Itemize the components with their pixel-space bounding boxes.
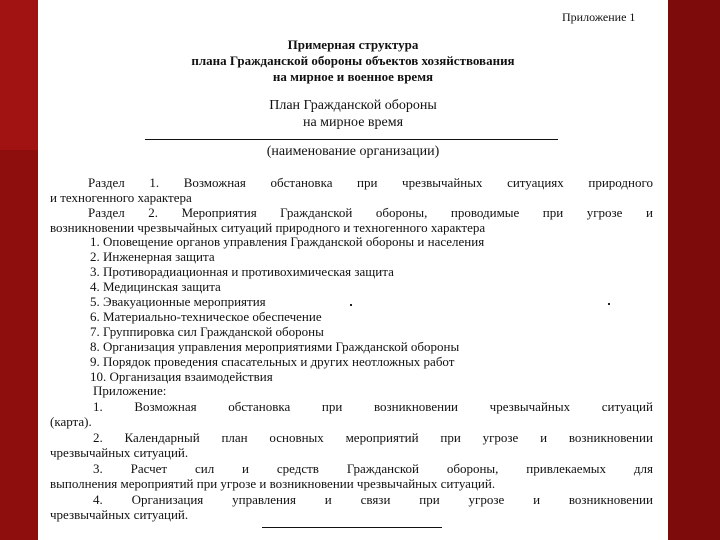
word: 1. (149, 175, 160, 190)
word: план (221, 430, 248, 445)
frame-right-border (668, 0, 720, 540)
org-name-caption: (наименование организации) (266, 144, 440, 159)
word: 3. (93, 461, 103, 476)
word: 4. (93, 492, 103, 507)
word: чрезвычайных (489, 399, 571, 414)
word: 1. (93, 399, 103, 414)
appendix-item-2-continuation: чрезвычайных ситуаций. (50, 445, 189, 460)
plan-title-line-1: План Гражданской обороны (269, 98, 437, 113)
doc-title-line-2: плана Гражданской обороны объектов хозяйствования (191, 53, 515, 68)
word: возникновении (568, 430, 653, 445)
measure-item: 1. Оповещение органов управления Гражданской обороны и населения (90, 234, 485, 249)
doc-title-line-1: Примерная структура (287, 37, 419, 52)
measure-item: 5. Эвакуационные мероприятия (90, 294, 266, 309)
word: возникновении (568, 492, 653, 507)
measure-item: 8. Организация управления мероприятиями Гражданской обороны (90, 339, 460, 354)
word: обстановка (228, 399, 291, 414)
word: и (242, 461, 250, 476)
word: угрозе (586, 205, 623, 220)
word: чрезвычайных (402, 175, 483, 190)
word: Возможная (134, 399, 197, 414)
word: при (440, 430, 461, 445)
word: Расчет (130, 461, 168, 476)
word: возникновении (373, 399, 459, 414)
frame-left-accent (0, 0, 38, 150)
word: при (357, 175, 378, 190)
word: сил (194, 461, 215, 476)
word: привлекаемых (526, 461, 607, 476)
word: и (540, 430, 548, 445)
word: мероприятий (345, 430, 419, 445)
appendix-item-1-continuation: (карта). (50, 414, 92, 429)
section-1-continuation: и техногенного характера (50, 190, 192, 205)
measure-item: 9. Порядок проведения спасательных и других неотложных работ (90, 354, 455, 369)
measure-item: 6. Материально-техническое обеспечение (90, 309, 322, 324)
appendix-item-4-continuation: чрезвычайных ситуаций. (50, 507, 189, 522)
word: проводимые (450, 205, 520, 220)
word: Организация (131, 492, 204, 507)
measure-item: 10. Организация взаимодействия (90, 369, 273, 384)
word: основных (269, 430, 324, 445)
doc-title-line-3: на мирное и военное время (272, 69, 434, 84)
measure-item: 7. Группировка сил Гражданской обороны (90, 324, 324, 339)
plan-title-line-2: на мирное время (302, 115, 404, 130)
measure-item: 4. Медицинская защита (90, 279, 221, 294)
section-1-heading (88, 176, 653, 190)
appendix-item-2 (93, 431, 653, 445)
word: ситуациях (507, 175, 564, 190)
word: управления (232, 492, 296, 507)
appendix-heading: Приложение: (93, 383, 167, 398)
word: Мероприятия (181, 205, 257, 220)
word: Гражданской (280, 205, 353, 220)
scan-speck (350, 304, 352, 306)
appendix-label: Приложение 1 (562, 10, 636, 24)
appendix-item-4 (93, 493, 653, 507)
document-page (38, 0, 668, 540)
word: при (542, 205, 564, 220)
word: Гражданской (346, 461, 419, 476)
word: и (645, 205, 653, 220)
word: обороны, (375, 205, 428, 220)
word: и (533, 492, 541, 507)
measure-item: 2. Инженерная защита (90, 249, 215, 264)
word: средств (276, 461, 319, 476)
word: угрозе (468, 492, 505, 507)
appendix-item-1 (93, 400, 653, 414)
word: 2. (93, 430, 103, 445)
word: Возможная (183, 175, 246, 190)
word: при (321, 399, 343, 414)
org-name-rule (145, 139, 558, 140)
word: связи (360, 492, 391, 507)
signature-rule (262, 527, 442, 528)
appendix-item-3-continuation: выполнения мероприятий при угрозе и возникновении чрезвычайных ситуаций. (50, 476, 496, 491)
word: ситуаций (601, 399, 653, 414)
section-2-heading (88, 206, 653, 220)
word: Календарный (124, 430, 200, 445)
scan-speck (608, 303, 610, 305)
word: 2. (148, 205, 159, 220)
appendix-item-3 (93, 462, 653, 476)
word: при (419, 492, 440, 507)
word: обстановка (270, 175, 333, 190)
section-2-continuation: возникновении чрезвычайных ситуаций природного и техногенного характера (50, 220, 486, 235)
word: природного (588, 175, 653, 190)
word: угрозе (482, 430, 519, 445)
word: Раздел (88, 205, 125, 220)
word: Раздел (88, 175, 125, 190)
word: обороны, (446, 461, 499, 476)
measure-item: 3. Противорадиационная и противохимическая защита (90, 264, 394, 279)
word: для (633, 461, 653, 476)
word: и (324, 492, 332, 507)
